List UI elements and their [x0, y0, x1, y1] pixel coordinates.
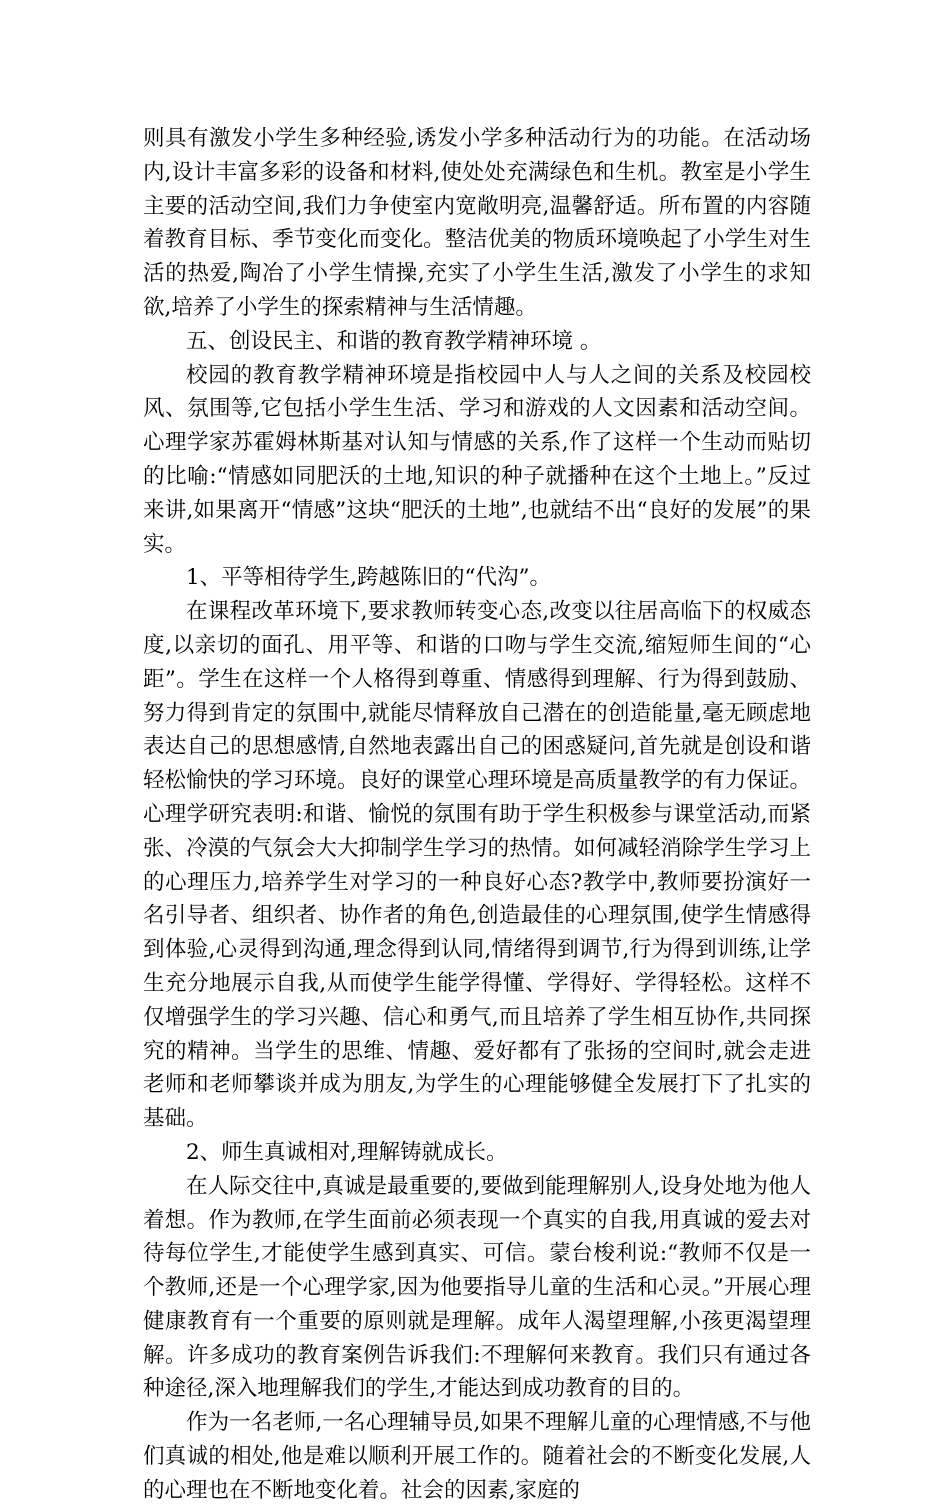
paragraph-activity-environment: 则具有激发小学生多种经验,诱发小学多种活动行为的功能。在活动场内,设计丰富多彩的设备和材料,使处处充满绿色和生机。教室是小学生主要的活动空间,我们力争使室内宽敞明亮,温馨舒适。所布置的内容随着教育目标、季节变化而变化。整洁优美的物质环境唤起了小学生对生活的热爱,陶冶了小学生情操,充实了小学生生活,激发了小学生的求知欲,培养了小学生的探索精神与生活情趣。 [143, 126, 811, 320]
document-body [143, 122, 811, 1508]
paragraph-spiritual-environment: 校园的教育教学精神环境是指校园中人与人之间的关系及校园校风、氛围等,它包括小学生生活、学习和游戏的人文因素和活动空间。心理学家苏霍姆林斯基对认知与情感的关系,作了这样一个生动而贴切的比喻:“情感如同肥沃的土地,知识的种子就播种在这个土地上。”反过来讲,如果离开“情感”这块“肥沃的土地”,也就结不出“良好的发展”的果实。 [143, 362, 811, 557]
paragraph-sincerity: 在人际交往中,真诚是最重要的,要做到能理解别人,设身处地为他人着想。作为教师,在学生面前必须表现一个真实的自我,用真诚的爱去对待每位学生,才能使学生感到真实、可信。蒙台梭利说:“教师不仅是一个教师,还是一个心理学家,因为他要指导儿童的生活和心灵。”开展心理健康教育有一个重要的原则就是理解。成年人渴望理解,小孩更渴望理解。许多成功的教育案例告诉我们:不理解何来教育。我们只有通过各种途径,深入地理解我们的学生,才能达到成功教育的目的。 [143, 1173, 811, 1402]
heading-item-one: 1、平等相待学生,跨越陈旧的“代沟”。 [186, 565, 551, 591]
paragraph-teacher-counselor: 作为一名老师,一名心理辅导员,如果不理解儿童的心理情感,不与他们真诚的相处,他是难以顺利开展工作的。随着社会的不断变化发展,人的心理也在不断地变化着。社会的因素,家庭的 [143, 1410, 811, 1503]
paragraph-equal-treatment: 在课程改革环境下,要求教师转变心态,改变以往居高临下的权威态度,以亲切的面孔、用平等、和谐的口吻与学生交流,缩短师生间的“心距”。学生在这样一个人格得到尊重、情感得到理解、行为得到鼓励、努力得到肯定的氛围中,就能尽情释放自己潜在的创造能量,毫无顾虑地表达自己的思想感情,自然地表露出自己的困惑疑问,首先就是创设和谐轻松愉快的学习环境。良好的课堂心理环境是高质量教学的有力保证。心理学研究表明:和谐、愉悦的氛围有助于学生积极参与课堂活动,而紧张、冷漠的气氛会大大抑制学生学习的热情。如何减轻消除学生学习上的心理压力,培养学生对学习的一种良好心态?教学中,教师要扮演好一名引导者、组织者、协作者的角色,创造最佳的心理氛围,使学生情感得到体验,心灵得到沟通,理念得到认同,情绪得到调节,行为得到训练,让学生充分地展示自我,从而使学生能学得懂、学得好、学得轻松。这样不仅增强学生的学习兴趣、信心和勇气,而且培养了学生相互协作,共同探究的精神。当学生的思维、情趣、爱好都有了张扬的空间时,就会走进老师和老师攀谈并成为朋友,为学生的心理能够健全发展打下了扎实的基础。 [143, 599, 811, 1132]
heading-section-five: 五、创设民主、和谐的教育教学精神环境 。 [186, 328, 602, 354]
heading-item-two: 2、师生真诚相对,理解铸就成长。 [186, 1139, 508, 1165]
